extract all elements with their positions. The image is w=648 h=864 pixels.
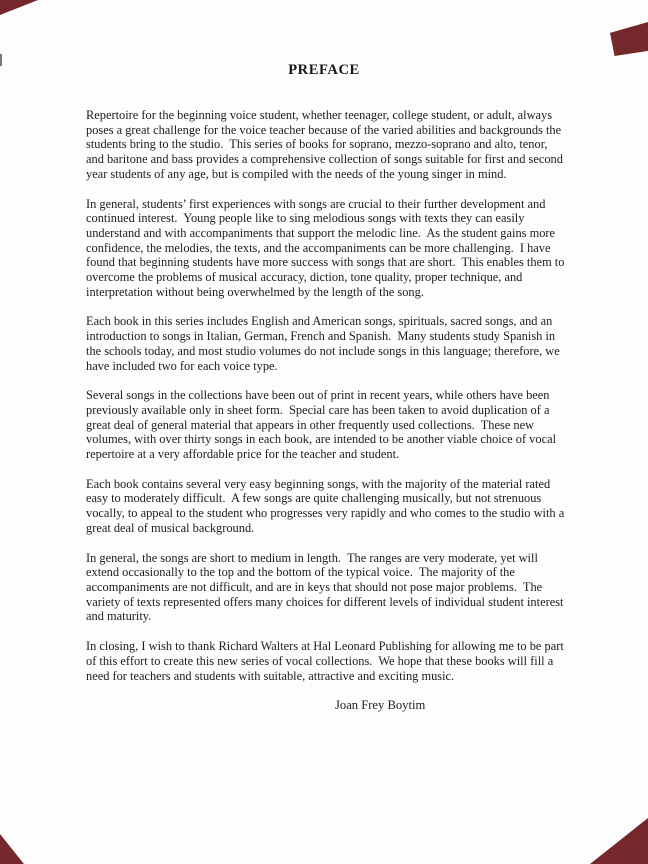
scan-corner-artifact-bottom-right (590, 818, 648, 864)
scan-corner-artifact-top-left (0, 0, 38, 15)
preface-body (86, 108, 566, 713)
paragraph-out-of-print: Several songs in the collections have been out of print in recent years, while others have been previously available only in sheet form. Special care has been taken to avoid duplication of a great deal of general material that appears in other frequently used collections. These new volumes, with over thirty songs in each book, are intended to be another viable choice of vocal repertoire at a very affordable price for the teacher and student. (86, 388, 560, 462)
paragraph-song-length: In general, the songs are short to medium in length. The ranges are very moderate, yet will extend occasionally to the top and the bottom of the typical voice. The majority of the accompaniments are not difficult, and are in keys that should not pose major problems. The variety of texts represented offers many choices for different levels of individual student interest and maturity. (86, 550, 567, 624)
scan-corner-artifact-bottom-left (0, 834, 24, 864)
scan-corner-artifact-top-right (610, 22, 648, 56)
scan-edge-artifact (0, 54, 2, 66)
paragraph-closing-thanks: In closing, I wish to thank Richard Walters at Hal Leonard Publishing for allowing me to be part of this effort to create this new series of vocal collections. We hope that these books will fill a need for teachers and students with suitable, attractive and exciting music. (86, 639, 567, 683)
signature: Joan Frey Boytim (335, 698, 426, 713)
page-title: PREFACE (288, 62, 360, 78)
paragraph-first-experiences: In general, students’ first experiences with songs are crucial to their further development and continued interest. Young people like to sing melodious songs with texts they can easily understand and with accompaniments that support the melodic line. As the student gains more confidence, the melodies, the texts, and the accompaniments can be more challenging. I have found that beginning students have more success with songs that are short. This enables them to overcome the problems of musical accuracy, diction, tone quality, proper technique, and interpretation without being overwhelmed by the length of the song. (86, 196, 568, 299)
paragraph-repertoire: Repertoire for the beginning voice student, whether teenager, college student, or adult, always poses a great challenge for the voice teacher because of the varied abilities and backgrounds the students bring to the studio. This series of books for soprano, mezzo-soprano and alto, tenor, and baritone and bass provides a comprehensive collection of songs suitable for first and second year students of any age, but is compiled with the needs of the young singer in mind. (86, 108, 567, 181)
paragraph-difficulty: Each book contains several very easy beginning songs, with the majority of the material rated easy to moderately difficult. A few songs are quite challenging musically, but not strenuous vocally, to appeal to the student who progresses very rapidly and who comes to the studio with a great deal of musical background. (86, 476, 568, 535)
paragraph-series-contents: Each book in this series includes English and American songs, spirituals, sacred songs, and an introduction to songs in Italian, German, French and Spanish. Many students study Spanish in the schools today, and most studio volumes do not include songs in this language; therefore, we have included two for each voice type. (86, 314, 563, 373)
